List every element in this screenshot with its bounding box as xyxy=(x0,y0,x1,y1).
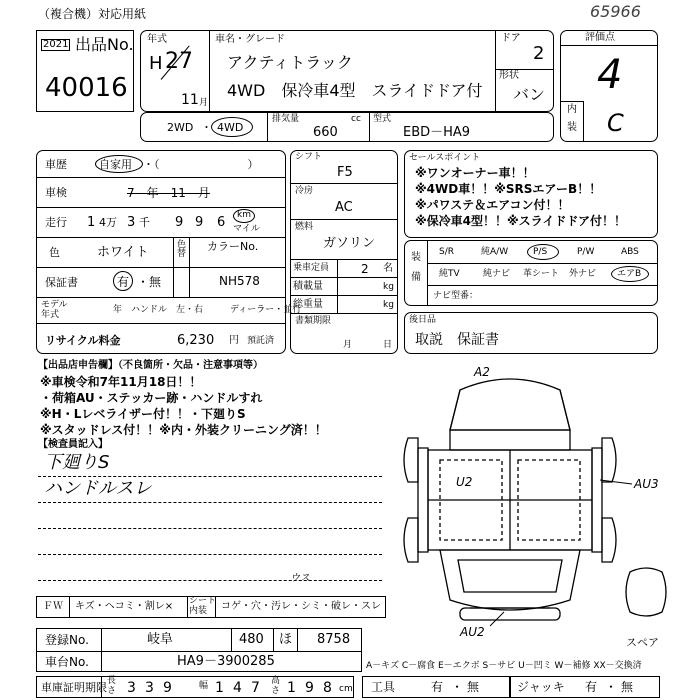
year-value: 27 xyxy=(165,49,193,74)
inspector-label: 【検査員記入】 xyxy=(38,439,108,450)
spec-column: シフト F5 冷房 AC 燃料 ガソリン 乗車定員 2 名 積載量 kg 総重量 kg 書類期限 月 日 xyxy=(290,150,398,354)
interior-label-1: 内 xyxy=(567,104,577,115)
year-label: 年式 xyxy=(147,34,167,45)
after-docs-box xyxy=(404,312,658,354)
sales-point-4: ※保冷車4型！！※スライドドア付！！ xyxy=(415,214,626,228)
inspector-note-1: 下廻りS xyxy=(44,452,110,473)
deadline-label: 書類期限 xyxy=(295,316,332,326)
history-label: 車歴 xyxy=(45,158,67,171)
model-grade: 4WD 保冷車4型 スライドドア付 xyxy=(227,81,483,100)
ac-label: 冷房 xyxy=(295,186,314,196)
model-year-text: 年 ハンドル 左・右 ディーラー・並行 xyxy=(113,305,302,315)
type-label: 型式 xyxy=(373,114,392,124)
capacity-value: 2 xyxy=(361,262,369,276)
interior-label-2: 装 xyxy=(567,122,577,133)
month-value: 11 xyxy=(181,92,199,108)
equip-sr: S/R xyxy=(439,247,454,257)
spec-row: 2WD ・ 4WD 排気量 cc 660 型式 EBD－HA9 xyxy=(140,112,554,142)
interior-score: C xyxy=(607,109,624,137)
jack-no: 無 xyxy=(621,680,634,694)
equip-ps: P/S xyxy=(533,247,548,257)
color-change-label: 色替 xyxy=(177,240,187,259)
declaration-line-1: ※車検令和7年11月18日！！ xyxy=(40,375,202,389)
inspection-label: 車検 xyxy=(45,186,67,199)
lot-number-box xyxy=(36,30,134,112)
registration-num: 480 xyxy=(239,632,264,647)
declaration-line-2: ・荷箱AU・ステッカー跡・ハンドルすれ xyxy=(40,391,263,405)
after-docs-value: 取説 保証書 xyxy=(415,332,499,348)
year-era: H xyxy=(149,53,163,74)
equip-airbag: エアB xyxy=(617,269,642,279)
equip-extnavi: 外ナビ xyxy=(569,269,597,279)
capacity-label: 乗車定員 xyxy=(293,263,330,273)
jack-box: ジャッキ 有 ・ 無 xyxy=(510,676,660,698)
declaration-line-3: ※H・Lレベライザー付！！・下廻りS xyxy=(40,407,246,421)
handwritten-note: 65966 xyxy=(590,2,641,21)
lot-year-tag: 2021 xyxy=(43,39,69,50)
month-unit: 月 xyxy=(199,98,209,108)
model-label: 車名・グレード xyxy=(215,34,285,45)
displacement-label: 排気量 xyxy=(272,114,300,124)
equipment-box: 装 備 S/R 純A/W P/S P/W ABS 純TV 純ナビ 革シート 外ナビ エアB ナビ型番： xyxy=(404,240,658,306)
tools-box: 工具 有 ・ 無 xyxy=(362,676,510,698)
chassis-label: 車台No. xyxy=(45,655,89,669)
shift-value: F5 xyxy=(337,165,353,180)
body-type-label: 形状 xyxy=(499,70,519,81)
damage-mark-a2: A2 xyxy=(474,365,490,379)
door-value: 2 xyxy=(533,43,545,64)
registration-pref: 岐阜 xyxy=(147,632,174,647)
body-type-value: バン xyxy=(513,85,546,104)
equip-navi: 純ナビ xyxy=(483,269,511,279)
mileage-unit-km: km xyxy=(237,210,251,220)
drive-2wd: 2WD xyxy=(167,121,194,134)
tools-no: 無 xyxy=(467,680,480,694)
rating-box xyxy=(560,30,658,142)
recycle-label: リサイクル料金 xyxy=(45,334,121,347)
equip-aw: 純A/W xyxy=(481,247,509,257)
gross-label: 総重量 xyxy=(293,299,323,310)
jack-yes: 有 xyxy=(585,680,598,694)
color-code-label: カラーNo. xyxy=(207,240,259,253)
damage-legend: A－キズ C－腐食 E－エクボ S－サビ U－凹ミ W－補修 XX－交換済 xyxy=(366,661,642,671)
chassis-value: HA9－3900285 xyxy=(177,654,275,669)
displacement-value: 660 xyxy=(313,125,338,140)
sales-point-1: ※ワンオーナー車！！ xyxy=(415,166,535,180)
navi-model-label: ナビ型番： xyxy=(433,291,479,301)
load-label: 積載量 xyxy=(293,281,323,292)
tools-label: 工具 xyxy=(371,680,396,694)
mileage-label: 走行 xyxy=(45,216,67,229)
damage-notes-row: ＦＷ キズ・ヘコミ・割レ× シート 内装 コゲ・穴・汚レ・シミ・破レ・スレ xyxy=(36,596,386,618)
rating-score: 4 xyxy=(597,52,623,98)
mileage-unit-mile: マイル xyxy=(233,224,260,234)
registration-no: 8758 xyxy=(317,632,351,647)
inspection-value: 7 年 11 月 xyxy=(127,186,210,200)
model-name: アクティトラック xyxy=(227,53,353,72)
type-value: EBD－HA9 xyxy=(403,125,471,140)
declaration-line-4: ※スタッドレス付！！※内・外装クリーニング済！！ xyxy=(40,423,327,437)
declaration-label: 【出品店申告欄】（不良箇所・欠品・注意事項等） xyxy=(38,360,263,371)
sales-point-3: ※パワステ＆エアコン付！！ xyxy=(415,198,570,212)
inspector-note-2: ハンドルスレ xyxy=(44,478,152,499)
car-damage-diagram xyxy=(400,360,690,650)
vehicle-info-box: 車歴 自家用 ・（ ） 車検 7 年 11 月 走行 1 4万 3 千 9 9 6 km マイル 色 ホワイト 色替 カラーNo. 保証書 有 ・ 無 NH578 モデル 年式 年 ハンドル 左・右 ディーラー・並行 リサイクル料金 6,230 円 預託済 xyxy=(36,150,286,354)
recycle-value: 6,230 xyxy=(177,333,215,348)
history-value: 自家用 xyxy=(99,158,132,171)
form-header-text: （複合機）対応用紙 xyxy=(38,7,147,21)
equip-abs: ABS xyxy=(621,247,639,257)
lot-number: 40016 xyxy=(45,73,128,103)
fuel-value: ガソリン xyxy=(323,236,376,251)
jack-label: ジャッキ xyxy=(517,680,565,694)
damage-mark-au3: AU3 xyxy=(634,477,659,491)
drive-4wd: 4WD xyxy=(217,121,244,134)
fuel-label: 燃料 xyxy=(295,222,314,232)
sales-points-box xyxy=(404,150,658,238)
equip-tv: 純TV xyxy=(439,269,460,279)
color-value: ホワイト xyxy=(97,245,149,260)
garage-cert-label: 車庫証明期限 xyxy=(41,681,107,694)
shift-label: シフト xyxy=(295,152,323,162)
ac-value: AC xyxy=(335,200,353,215)
damage-mark-u2: U2 xyxy=(456,475,473,489)
registration-kana: ほ xyxy=(279,632,293,647)
registration-box xyxy=(36,628,362,672)
tools-yes: 有 xyxy=(431,680,444,694)
color-label: 色 xyxy=(49,246,60,259)
notes-hand-mark: ウス xyxy=(290,573,310,584)
door-label: ドア xyxy=(501,33,521,44)
warranty-label: 保証書 xyxy=(45,276,78,289)
garage-cert-box: 車庫証明期限 長 さ 3 3 9 幅 1 4 7 高 さ 1 9 8 cm xyxy=(36,676,354,698)
warranty-no: 無 xyxy=(149,275,162,289)
vehicle-header-box xyxy=(140,30,554,112)
registration-label: 登録No. xyxy=(45,633,89,647)
sales-point-2: ※4WD車！！※SRSエアーB！！ xyxy=(415,182,602,196)
lot-title: 出品No. xyxy=(75,35,134,54)
rating-label: 評価点 xyxy=(585,32,615,43)
equip-leather: 革シート xyxy=(523,269,560,279)
damage-mark-au2: AU2 xyxy=(460,625,485,639)
equip-pw: P/W xyxy=(577,247,595,257)
sales-points-label: セールスポイント xyxy=(409,153,481,163)
after-docs-label: 後日品 xyxy=(409,315,437,325)
warranty-yes: 有 xyxy=(117,275,130,289)
spare-label: スペア xyxy=(626,636,659,649)
color-code: NH578 xyxy=(219,274,260,288)
